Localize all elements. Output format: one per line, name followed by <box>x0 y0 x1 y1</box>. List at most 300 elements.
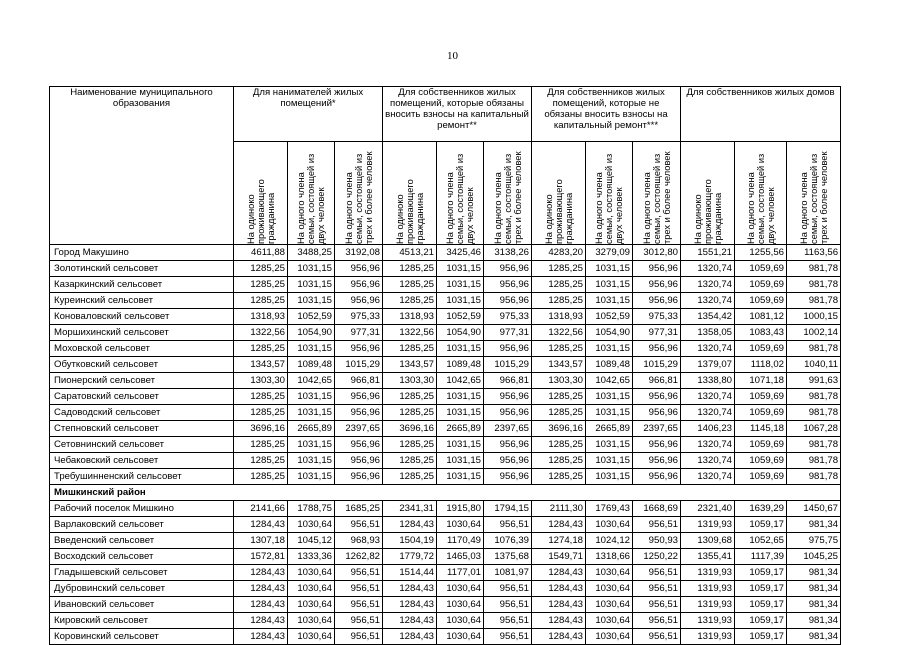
rate-cell: 1685,25 <box>335 501 383 517</box>
rate-cell: 956,96 <box>484 277 532 293</box>
rate-cell: 956,51 <box>484 613 532 629</box>
rate-cell: 1285,25 <box>383 437 437 453</box>
municipality-name: Дубровинский сельсовет <box>50 581 234 597</box>
rate-cell: 1285,25 <box>532 341 586 357</box>
rate-cell: 1030,64 <box>586 629 633 645</box>
rate-cell: 1320,74 <box>681 261 735 277</box>
rate-cell: 3425,46 <box>437 245 484 261</box>
sub-column-header-label: На одного члена семьи, состоящей из трех и более человек <box>798 151 829 244</box>
rate-cell: 956,51 <box>335 613 383 629</box>
rate-cell: 4283,20 <box>532 245 586 261</box>
rate-cell: 1031,15 <box>586 261 633 277</box>
municipality-name: Обутковский сельсовет <box>50 357 234 373</box>
table-row <box>50 277 841 293</box>
rate-cell: 2141,66 <box>234 501 288 517</box>
rate-cell: 1030,64 <box>288 581 335 597</box>
rate-cell: 1015,29 <box>633 357 681 373</box>
rate-cell: 1059,17 <box>735 597 787 613</box>
rate-cell: 981,78 <box>787 389 841 405</box>
rate-cell: 1285,25 <box>532 277 586 293</box>
rate-cell: 1250,22 <box>633 549 681 565</box>
rate-cell: 1285,25 <box>383 469 437 485</box>
municipality-name: Восходский сельсовет <box>50 549 234 565</box>
municipality-name: Варлаковский сельсовет <box>50 517 234 533</box>
rate-cell: 956,96 <box>633 453 681 469</box>
rate-cell: 1285,25 <box>234 453 288 469</box>
rate-cell: 1262,82 <box>335 549 383 565</box>
rate-cell: 981,34 <box>787 565 841 581</box>
table-row <box>50 629 841 645</box>
rate-cell: 1285,25 <box>383 341 437 357</box>
rate-cell: 981,34 <box>787 597 841 613</box>
page-number: 10 <box>447 50 458 62</box>
rate-cell: 1285,25 <box>234 277 288 293</box>
rate-cell: 1318,66 <box>586 549 633 565</box>
rate-cell: 1076,39 <box>484 533 532 549</box>
tariff-table <box>49 86 841 645</box>
rate-cell: 1024,12 <box>586 533 633 549</box>
rate-cell: 1031,15 <box>437 437 484 453</box>
rate-cell: 1406,23 <box>681 421 735 437</box>
municipality-name: Введенский сельсовет <box>50 533 234 549</box>
rate-cell: 956,51 <box>633 517 681 533</box>
rate-cell: 1285,25 <box>383 389 437 405</box>
rate-cell: 956,96 <box>484 341 532 357</box>
rate-cell: 1031,15 <box>437 469 484 485</box>
rate-cell: 981,78 <box>787 469 841 485</box>
rate-cell: 1059,69 <box>735 469 787 485</box>
municipality-name: Степновский сельсовет <box>50 421 234 437</box>
rate-cell: 1081,12 <box>735 309 787 325</box>
rate-cell: 1030,64 <box>288 517 335 533</box>
rate-cell: 956,51 <box>335 517 383 533</box>
rate-cell: 1052,59 <box>288 309 335 325</box>
rate-cell: 956,96 <box>335 453 383 469</box>
rate-cell: 1059,17 <box>735 517 787 533</box>
rate-cell: 1030,64 <box>586 517 633 533</box>
rate-cell: 966,81 <box>633 373 681 389</box>
rate-cell: 1284,43 <box>532 565 586 581</box>
table-row <box>50 309 841 325</box>
rate-cell: 1052,65 <box>735 533 787 549</box>
rate-cell: 1285,25 <box>532 469 586 485</box>
rate-cell: 981,78 <box>787 437 841 453</box>
rate-cell: 1303,30 <box>532 373 586 389</box>
rate-cell: 2665,89 <box>586 421 633 437</box>
rate-cell: 1030,64 <box>437 581 484 597</box>
rate-cell: 956,96 <box>633 277 681 293</box>
rate-cell: 1285,25 <box>383 453 437 469</box>
table-row <box>50 469 841 485</box>
rate-cell: 981,78 <box>787 405 841 421</box>
rate-cell: 975,33 <box>484 309 532 325</box>
rate-cell: 2665,89 <box>288 421 335 437</box>
rate-cell: 975,33 <box>633 309 681 325</box>
rate-cell: 2397,65 <box>335 421 383 437</box>
rate-cell: 1668,69 <box>633 501 681 517</box>
rate-cell: 3192,08 <box>335 245 383 261</box>
rate-cell: 1319,93 <box>681 613 735 629</box>
rate-cell: 1031,15 <box>586 453 633 469</box>
rate-cell: 1031,15 <box>586 341 633 357</box>
rate-cell: 1054,90 <box>437 325 484 341</box>
rate-cell: 991,63 <box>787 373 841 389</box>
rate-cell: 1284,43 <box>532 581 586 597</box>
rate-cell: 1320,74 <box>681 389 735 405</box>
rate-cell: 981,78 <box>787 261 841 277</box>
rate-cell: 1030,64 <box>586 613 633 629</box>
municipality-name: Саратовский сельсовет <box>50 389 234 405</box>
sub-column-header <box>288 142 335 245</box>
rate-cell: 1284,43 <box>234 597 288 613</box>
rate-cell: 1318,93 <box>383 309 437 325</box>
rate-cell: 1322,56 <box>234 325 288 341</box>
rate-cell: 1285,25 <box>234 389 288 405</box>
rate-cell: 1059,69 <box>735 277 787 293</box>
rate-cell: 1285,25 <box>532 405 586 421</box>
table-row <box>50 533 841 549</box>
rate-cell: 1379,07 <box>681 357 735 373</box>
municipality-name: Казаркинский сельсовет <box>50 277 234 293</box>
rate-cell: 956,96 <box>335 437 383 453</box>
rate-cell: 1284,43 <box>234 565 288 581</box>
rate-cell: 1319,93 <box>681 581 735 597</box>
rate-cell: 1450,67 <box>787 501 841 517</box>
rate-cell: 1031,15 <box>586 405 633 421</box>
rate-cell: 956,96 <box>484 469 532 485</box>
sub-column-header <box>532 142 586 245</box>
rate-cell: 975,33 <box>335 309 383 325</box>
rate-cell: 1031,15 <box>437 341 484 357</box>
rate-cell: 1030,64 <box>288 565 335 581</box>
municipality-name: Кировский сельсовет <box>50 613 234 629</box>
rate-cell: 1285,25 <box>234 293 288 309</box>
rate-cell: 1639,29 <box>735 501 787 517</box>
rate-cell: 1285,25 <box>234 405 288 421</box>
rate-cell: 1284,43 <box>383 597 437 613</box>
rate-cell: 1030,64 <box>437 613 484 629</box>
rate-cell: 981,78 <box>787 277 841 293</box>
rate-cell: 3696,16 <box>532 421 586 437</box>
rate-cell: 956,96 <box>633 293 681 309</box>
rate-cell: 956,96 <box>484 261 532 277</box>
rate-cell: 956,96 <box>335 341 383 357</box>
rate-cell: 1030,64 <box>437 629 484 645</box>
rate-cell: 1285,25 <box>532 389 586 405</box>
rate-cell: 1284,43 <box>234 581 288 597</box>
rate-cell: 1118,02 <box>735 357 787 373</box>
rate-cell: 1320,74 <box>681 293 735 309</box>
rate-cell: 1031,15 <box>586 469 633 485</box>
sub-column-header-label: На одиноко проживающего гражданина <box>692 179 723 244</box>
rate-cell: 1031,15 <box>288 405 335 421</box>
rate-cell: 2397,65 <box>484 421 532 437</box>
rate-cell: 1031,15 <box>437 277 484 293</box>
rate-cell: 981,34 <box>787 629 841 645</box>
rate-cell: 956,96 <box>335 469 383 485</box>
sub-column-header-label: На одиноко проживающего гражданина <box>394 179 425 244</box>
rate-cell: 1059,17 <box>735 581 787 597</box>
rate-cell: 1333,36 <box>288 549 335 565</box>
sub-column-header-label: На одного члена семьи, состоящей из трех и более человек <box>492 151 523 244</box>
rate-cell: 1915,80 <box>437 501 484 517</box>
rate-cell: 1320,74 <box>681 405 735 421</box>
rate-cell: 1067,28 <box>787 421 841 437</box>
rate-cell: 1779,72 <box>383 549 437 565</box>
rate-cell: 981,78 <box>787 341 841 357</box>
rate-cell: 956,51 <box>484 629 532 645</box>
rate-cell: 3488,25 <box>288 245 335 261</box>
rate-cell: 3696,16 <box>383 421 437 437</box>
rate-cell: 1059,69 <box>735 341 787 357</box>
rate-cell: 1059,69 <box>735 389 787 405</box>
table-row <box>50 341 841 357</box>
sub-column-header <box>787 142 841 245</box>
rate-cell: 2665,89 <box>437 421 484 437</box>
municipality-name: Рабочий поселок Мишкино <box>50 501 234 517</box>
rate-cell: 1375,68 <box>484 549 532 565</box>
rate-cell: 1572,81 <box>234 549 288 565</box>
municipality-name: Золотинский сельсовет <box>50 261 234 277</box>
table-row <box>50 293 841 309</box>
group-header-house-owners: Для собственников жилых домов <box>681 87 841 142</box>
rate-cell: 1284,43 <box>383 629 437 645</box>
municipality-name: Гладышевский сельсовет <box>50 565 234 581</box>
rate-cell: 956,96 <box>484 437 532 453</box>
rate-cell: 1031,15 <box>288 293 335 309</box>
rate-cell: 956,96 <box>633 469 681 485</box>
sub-column-header <box>586 142 633 245</box>
group-header-owners-not-obliged: Для собственников жилых помещений, которые не обязаны вносить взносы на капитальный ремонт*** <box>532 87 681 142</box>
rate-cell: 956,96 <box>633 261 681 277</box>
rate-cell: 1551,21 <box>681 245 735 261</box>
rate-cell: 1059,69 <box>735 261 787 277</box>
sub-column-header <box>681 142 735 245</box>
municipality-name: Пионерский сельсовет <box>50 373 234 389</box>
rate-cell: 981,78 <box>787 293 841 309</box>
rate-cell: 966,81 <box>484 373 532 389</box>
rate-cell: 1320,74 <box>681 277 735 293</box>
rate-cell: 956,96 <box>484 389 532 405</box>
rate-cell: 1358,05 <box>681 325 735 341</box>
rate-cell: 1031,15 <box>437 405 484 421</box>
rate-cell: 956,96 <box>633 341 681 357</box>
rate-cell: 1320,74 <box>681 469 735 485</box>
rate-cell: 1031,15 <box>437 389 484 405</box>
rate-cell: 1285,25 <box>532 453 586 469</box>
rate-cell: 1031,15 <box>437 293 484 309</box>
municipality-name: Коноваловский сельсовет <box>50 309 234 325</box>
section-title: Мишкинский район <box>50 485 841 501</box>
rate-cell: 1031,15 <box>437 453 484 469</box>
rate-cell: 1030,64 <box>288 597 335 613</box>
table-row <box>50 261 841 277</box>
rate-cell: 1089,48 <box>586 357 633 373</box>
rate-cell: 1081,97 <box>484 565 532 581</box>
rate-cell: 3696,16 <box>234 421 288 437</box>
rate-cell: 1145,18 <box>735 421 787 437</box>
table-row <box>50 517 841 533</box>
rate-cell: 956,51 <box>335 597 383 613</box>
rate-cell: 1285,25 <box>532 261 586 277</box>
rate-cell: 1309,68 <box>681 533 735 549</box>
municipality-name: Моршихинский сельсовет <box>50 325 234 341</box>
table-row <box>50 389 841 405</box>
name-column-header: Наименование муниципального образования <box>50 87 234 245</box>
rate-cell: 981,34 <box>787 581 841 597</box>
rate-cell: 3138,26 <box>484 245 532 261</box>
rate-cell: 1000,15 <box>787 309 841 325</box>
rate-cell: 1031,15 <box>586 389 633 405</box>
rate-cell: 956,96 <box>335 293 383 309</box>
sub-column-header <box>234 142 288 245</box>
rate-cell: 2341,31 <box>383 501 437 517</box>
rate-cell: 981,34 <box>787 613 841 629</box>
rate-cell: 1083,43 <box>735 325 787 341</box>
rate-cell: 956,51 <box>633 597 681 613</box>
rate-cell: 1319,93 <box>681 517 735 533</box>
rate-cell: 1794,15 <box>484 501 532 517</box>
rate-cell: 1030,64 <box>437 517 484 533</box>
rate-cell: 1117,39 <box>735 549 787 565</box>
rate-cell: 1322,56 <box>532 325 586 341</box>
rate-cell: 1071,18 <box>735 373 787 389</box>
rate-cell: 1031,15 <box>288 469 335 485</box>
rate-cell: 1052,59 <box>437 309 484 325</box>
table-row <box>50 565 841 581</box>
section-row <box>50 485 841 501</box>
rate-cell: 1059,17 <box>735 565 787 581</box>
rate-cell: 1284,43 <box>383 581 437 597</box>
sub-column-header-label: На одного члена семьи, состоящей из двух человек <box>296 153 326 244</box>
rate-cell: 968,93 <box>335 533 383 549</box>
rate-cell: 1284,43 <box>234 517 288 533</box>
sub-column-header-label: На одного члена семьи, состоящей из двух человек <box>594 153 624 244</box>
group-header-owners-obliged: Для собственников жилых помещений, которые обязаны вносить взносы на капитальный ремонт** <box>383 87 532 142</box>
rate-cell: 1031,15 <box>586 293 633 309</box>
rate-cell: 1284,43 <box>234 613 288 629</box>
group-header-tenants: Для нанимателей жилых помещений* <box>234 87 383 142</box>
rate-cell: 2397,65 <box>633 421 681 437</box>
rate-cell: 2321,40 <box>681 501 735 517</box>
rate-cell: 1769,43 <box>586 501 633 517</box>
rate-cell: 1045,25 <box>787 549 841 565</box>
rate-cell: 1002,14 <box>787 325 841 341</box>
rate-cell: 1054,90 <box>586 325 633 341</box>
table-row <box>50 597 841 613</box>
rate-cell: 956,96 <box>484 405 532 421</box>
rate-cell: 1320,74 <box>681 341 735 357</box>
rate-cell: 956,51 <box>335 581 383 597</box>
rate-cell: 1031,15 <box>586 277 633 293</box>
rate-cell: 1465,03 <box>437 549 484 565</box>
rate-cell: 1042,65 <box>288 373 335 389</box>
table-row <box>50 453 841 469</box>
rate-cell: 1319,93 <box>681 597 735 613</box>
rate-cell: 1031,15 <box>288 261 335 277</box>
rate-cell: 1170,49 <box>437 533 484 549</box>
table-row <box>50 405 841 421</box>
rate-cell: 1177,01 <box>437 565 484 581</box>
rate-cell: 1322,56 <box>383 325 437 341</box>
sub-column-header <box>735 142 787 245</box>
rate-cell: 1054,90 <box>288 325 335 341</box>
rate-cell: 1040,11 <box>787 357 841 373</box>
rate-cell: 956,96 <box>335 277 383 293</box>
rate-cell: 1318,93 <box>532 309 586 325</box>
sub-column-header <box>633 142 681 245</box>
rate-cell: 1318,93 <box>234 309 288 325</box>
table-row <box>50 501 841 517</box>
rate-cell: 1030,64 <box>288 613 335 629</box>
rate-cell: 1303,30 <box>383 373 437 389</box>
municipality-name: Куреинский сельсовет <box>50 293 234 309</box>
rate-cell: 1030,64 <box>586 597 633 613</box>
rate-cell: 1284,43 <box>532 613 586 629</box>
rate-cell: 1284,43 <box>532 629 586 645</box>
rate-cell: 1319,93 <box>681 629 735 645</box>
rate-cell: 1059,69 <box>735 437 787 453</box>
table-row <box>50 245 841 261</box>
rate-cell: 4611,88 <box>234 245 288 261</box>
rate-cell: 1343,57 <box>383 357 437 373</box>
table-row <box>50 613 841 629</box>
rate-cell: 1031,15 <box>288 437 335 453</box>
rate-cell: 1042,65 <box>437 373 484 389</box>
rate-cell: 1285,25 <box>383 261 437 277</box>
sub-column-header-label: На одиноко проживающего гражданина <box>245 179 276 244</box>
municipality-name: Сетовнинский сельсовет <box>50 437 234 453</box>
rate-cell: 956,96 <box>335 405 383 421</box>
table-row <box>50 373 841 389</box>
rate-cell: 2111,30 <box>532 501 586 517</box>
rate-cell: 1059,69 <box>735 293 787 309</box>
municipality-name: Садоводский сельсовет <box>50 405 234 421</box>
rate-cell: 1015,29 <box>335 357 383 373</box>
municipality-name: Чебаковский сельсовет <box>50 453 234 469</box>
municipality-name: Требушинненский сельсовет <box>50 469 234 485</box>
rate-cell: 1319,93 <box>681 565 735 581</box>
rate-cell: 1285,25 <box>383 405 437 421</box>
rate-cell: 956,51 <box>633 581 681 597</box>
rate-cell: 1089,48 <box>437 357 484 373</box>
rate-cell: 956,51 <box>633 613 681 629</box>
rate-cell: 4513,21 <box>383 245 437 261</box>
rate-cell: 1089,48 <box>288 357 335 373</box>
sub-column-header <box>484 142 532 245</box>
rate-cell: 1788,75 <box>288 501 335 517</box>
rate-cell: 1163,56 <box>787 245 841 261</box>
rate-cell: 956,51 <box>633 629 681 645</box>
rate-cell: 956,96 <box>633 389 681 405</box>
rate-cell: 956,51 <box>484 517 532 533</box>
rate-cell: 1354,42 <box>681 309 735 325</box>
sub-column-header-label: На одиноко проживающего гражданина <box>543 179 574 244</box>
rate-cell: 956,96 <box>335 261 383 277</box>
rate-cell: 1031,15 <box>288 341 335 357</box>
rate-cell: 3012,80 <box>633 245 681 261</box>
rate-cell: 1285,25 <box>234 341 288 357</box>
rate-cell: 1284,43 <box>234 629 288 645</box>
rate-cell: 1320,74 <box>681 437 735 453</box>
rate-cell: 1059,17 <box>735 613 787 629</box>
rate-cell: 1045,12 <box>288 533 335 549</box>
sub-column-header-label: На одного члена семьи, состоящей из трех и более человек <box>641 151 672 244</box>
rate-cell: 981,78 <box>787 453 841 469</box>
rate-cell: 1015,29 <box>484 357 532 373</box>
rate-cell: 1549,71 <box>532 549 586 565</box>
rate-cell: 1255,56 <box>735 245 787 261</box>
